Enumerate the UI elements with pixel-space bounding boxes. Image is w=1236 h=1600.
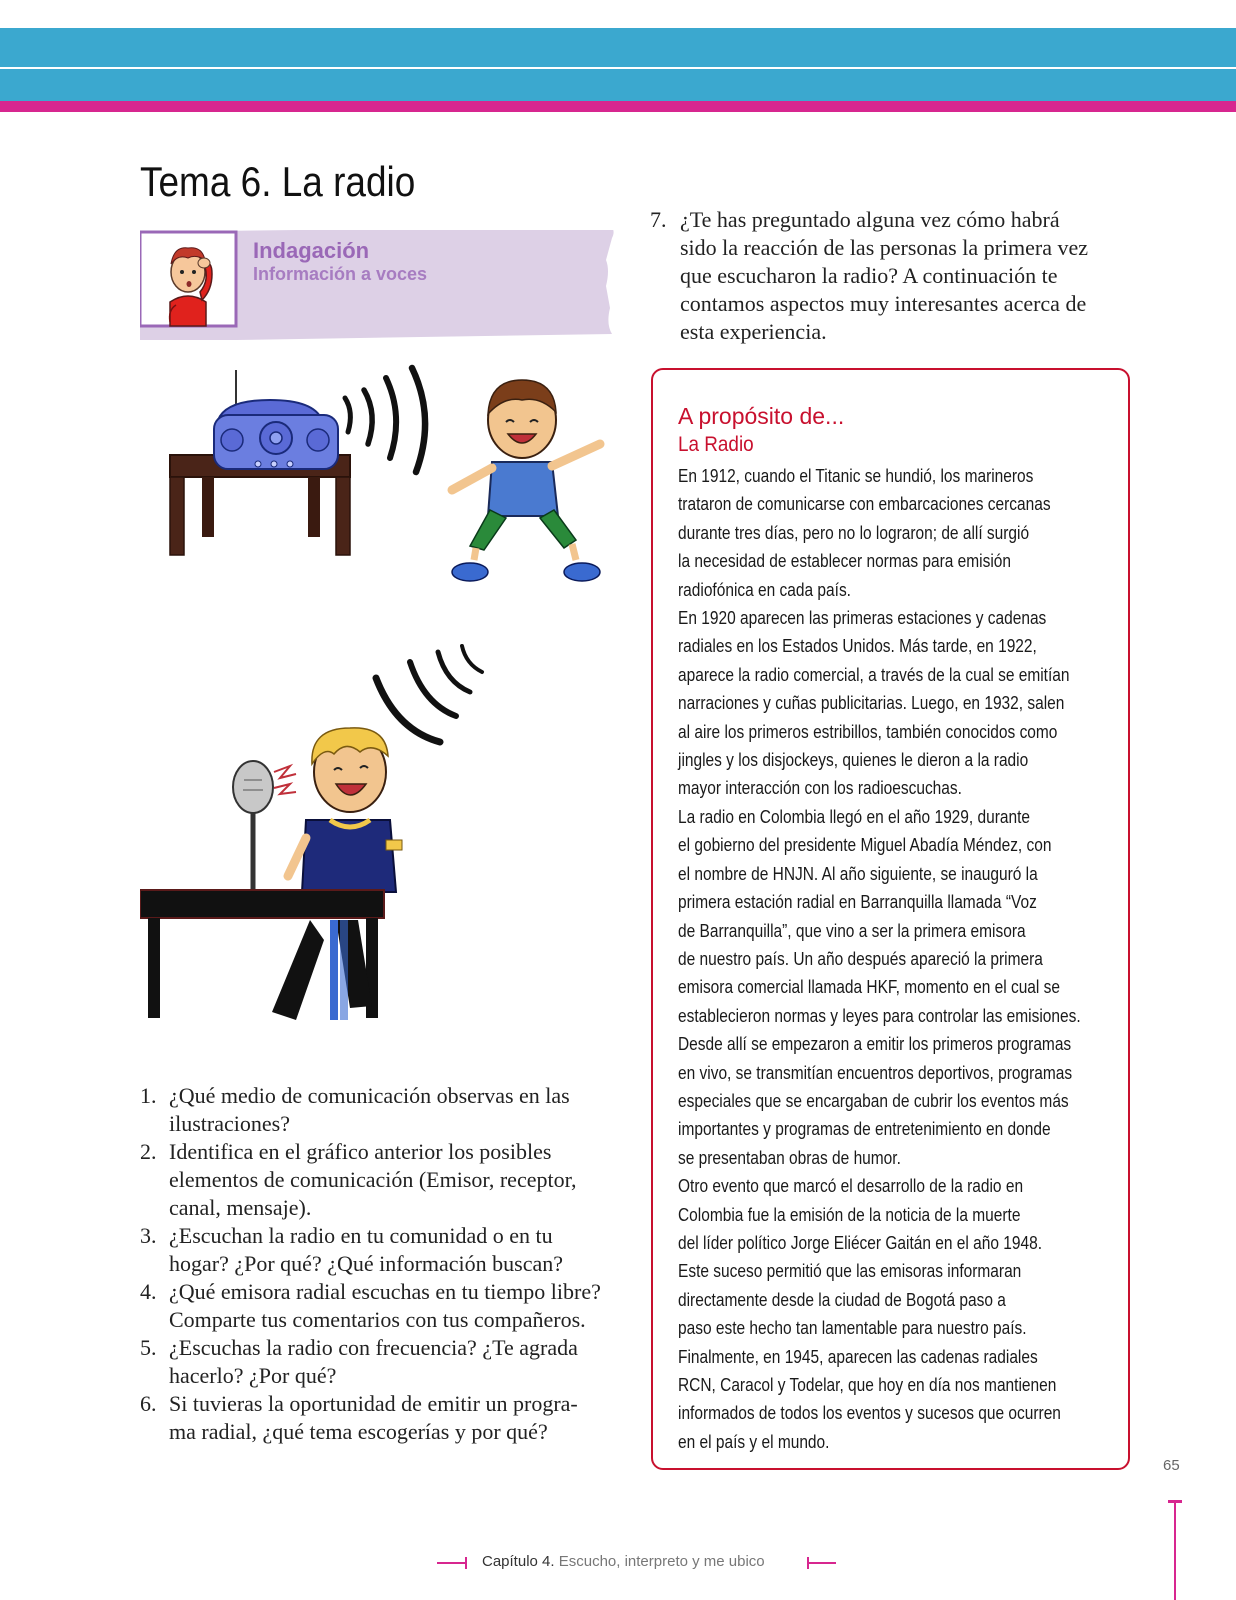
- text-line: trataron de comunicarse con embarcaciones cercanas: [678, 494, 1051, 515]
- info-box-text: [678, 462, 1091, 1456]
- list-item: 5. ¿Escuchas la radio con frecuencia? ¿Te agrada hacerlo? ¿Por qué?: [140, 1335, 578, 1388]
- list-item: 2. Identifica en el gráfico anterior los posibles elementos de comunicación (Emisor, receptor, canal, mensaje).: [140, 1139, 577, 1220]
- header-band-pink: [0, 101, 1236, 112]
- text-line: el nombre de HNJN. Al año siguiente, se inauguró la: [678, 863, 1038, 884]
- question-7: 7. ¿Te has preguntado alguna vez cómo habrá sido la reacción de las personas la primera vez que escucharon la radio? A continuación te contamos aspectos muy interesantes acerca de esta experiencia.: [650, 207, 1089, 344]
- text-line: en vivo, se transmitían encuentros deportivos, programas: [678, 1062, 1073, 1083]
- page-title: Tema 6. La radio: [140, 158, 416, 205]
- indagacion-banner: [140, 230, 620, 340]
- text-line: radiofónica en cada país.: [678, 579, 851, 600]
- text-line: mayor interacción con los radioescuchas.: [678, 778, 962, 799]
- footer-chapter-number: Capítulo 4.: [482, 1553, 555, 1570]
- list-item: 3. ¿Escuchan la radio en tu comunidad o en tu hogar? ¿Por qué? ¿Qué información buscan?: [140, 1223, 564, 1276]
- broadcast-waves-icon: [376, 646, 482, 742]
- text-line: emisora comercial llamada HKF, momento en el cual se: [678, 977, 1061, 998]
- child-at-microphone-icon: [140, 728, 402, 1020]
- text-line: RCN, Caracol y Todelar, que hoy en día nos mantienen: [678, 1375, 1057, 1395]
- text-line: especiales que se encargaban de cubrir los eventos más: [678, 1090, 1069, 1111]
- info-box-subtitle: La Radio: [678, 433, 754, 456]
- text-line: Finalmente, en 1945, aparecen las cadenas radiales: [678, 1346, 1038, 1367]
- text-line: informados de todos los eventos y sucesos que ocurren: [678, 1403, 1061, 1424]
- text-line: En 1920 aparecen las primeras estaciones y cadenas: [678, 608, 1047, 629]
- footer-chapter: [482, 1553, 765, 1570]
- list-item: 1. ¿Qué medio de comunicación observas en las ilustraciones?: [140, 1083, 570, 1136]
- question-list: [140, 1082, 620, 1446]
- header-band-bottom: [0, 69, 1236, 101]
- text-line: aparece la radio comercial, a través de la cual se emitían: [678, 664, 1070, 685]
- list-item: 6. Si tuvieras la oportunidad de emitir un progra- ma radial, ¿qué tema escogerías y por qué?: [140, 1391, 578, 1444]
- text-line: La radio en Colombia llegó en el año 1929, durante: [678, 806, 1031, 827]
- list-item: 4. ¿Qué emisora radial escuchas en tu tiempo libre? Comparte tus comentarios con tus compañeros.: [140, 1279, 601, 1332]
- text-line: primera estación radial en Barranquilla llamada “Voz: [678, 892, 1037, 913]
- radio-illustration: [140, 360, 620, 1060]
- text-line: se presentaban obras de humor.: [678, 1147, 901, 1168]
- banner-subtitle: Información a voces: [253, 264, 428, 284]
- radio-on-table-icon: [170, 370, 350, 555]
- text-line: Desde allí se empezaron a emitir los primeros programas: [678, 1034, 1072, 1055]
- text-line: importantes y programas de entretenimiento en donde: [678, 1119, 1051, 1140]
- text-line: En 1912, cuando el Titanic se hundió, los marineros: [678, 466, 1034, 486]
- text-line: Este suceso permitió que las emisoras informaran: [678, 1261, 1022, 1282]
- sound-waves-icon: [345, 368, 425, 472]
- thinking-boy-icon: [170, 248, 212, 326]
- side-marker: [1174, 1500, 1176, 1600]
- text-line: al aire los primeros estribillos, también conocidos como: [678, 721, 1058, 742]
- text-line: directamente desde la ciudad de Bogotá paso a: [678, 1289, 1006, 1310]
- child-listening-icon: [452, 380, 600, 581]
- text-line: narraciones y cuñas publicitarias. Luego, en 1932, salen: [678, 693, 1065, 714]
- text-line: en el país y el mundo.: [678, 1431, 830, 1452]
- text-line: del líder político Jorge Eliécer Gaitán en el año 1948.: [678, 1232, 1043, 1253]
- text-line: radiales en los Estados Unidos. Más tarde, en 1922,: [678, 636, 1037, 657]
- footer-chapter-title: Escucho, interpreto y me ubico: [558, 1553, 765, 1570]
- text-line: el gobierno del presidente Miguel Abadía Méndez, con: [678, 835, 1052, 856]
- text-line: Colombia fue la emisión de la noticia de la muerte: [678, 1204, 1021, 1225]
- text-line: de nuestro país. Un año después apareció la primera: [678, 948, 1043, 969]
- page-number: 65: [1163, 1457, 1180, 1474]
- text-line: Otro evento que marcó el desarrollo de la radio en: [678, 1176, 1024, 1197]
- text-line: la necesidad de establecer normas para emisión: [678, 551, 1012, 572]
- text-line: durante tres días, pero no lo lograron; de allí surgió: [678, 522, 1030, 543]
- banner-title: Indagación: [253, 238, 370, 263]
- header-band-top: [0, 28, 1236, 67]
- info-box-title: A propósito de...: [678, 403, 845, 429]
- text-line: establecieron normas y leyes para controlar las emisiones.: [678, 1005, 1081, 1026]
- text-line: paso este hecho tan lamentable para nuestro país.: [678, 1318, 1027, 1339]
- text-line: de Barranquilla”, que vino a ser la primera emisora: [678, 920, 1026, 941]
- text-line: jingles y los disjockeys, quienes le dieron a la radio: [678, 750, 1029, 771]
